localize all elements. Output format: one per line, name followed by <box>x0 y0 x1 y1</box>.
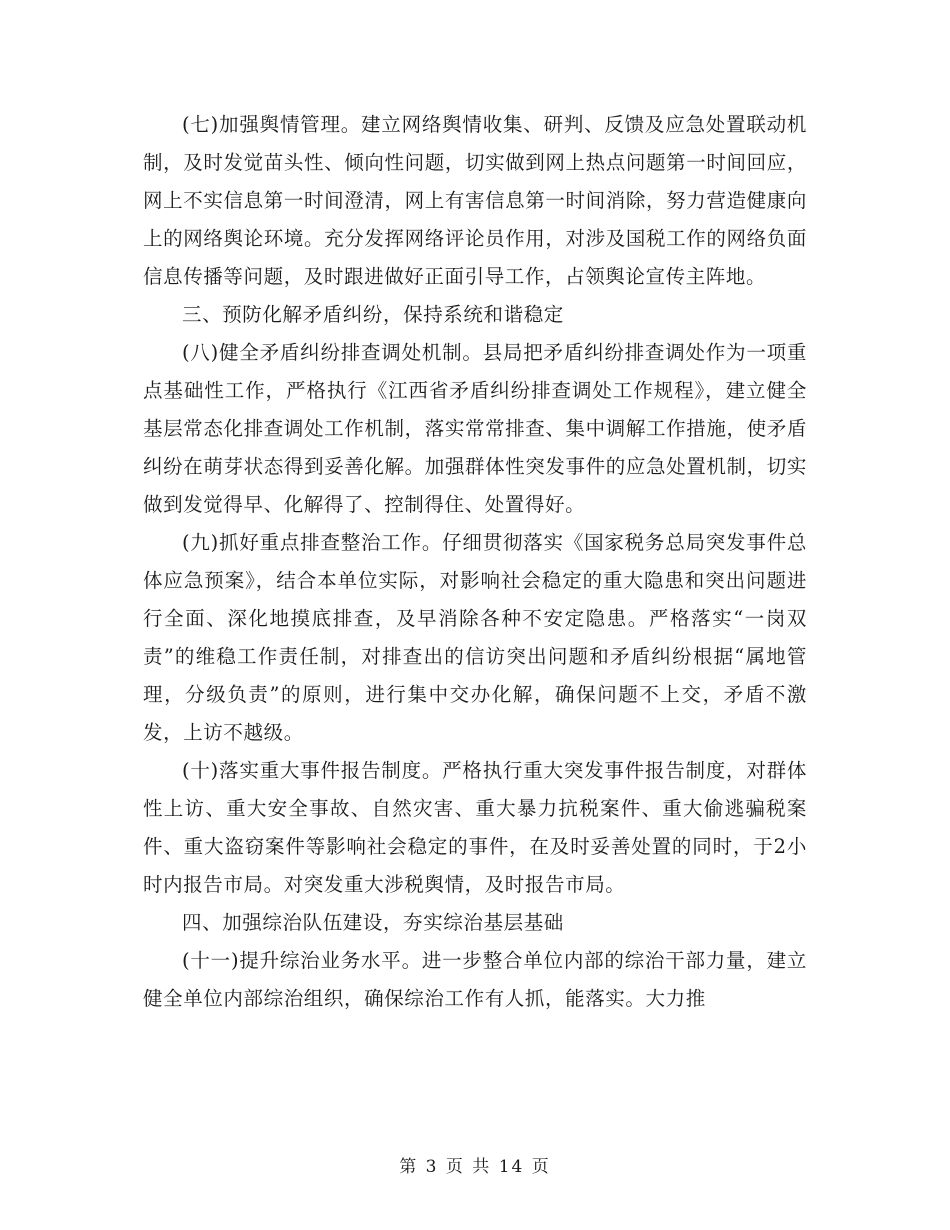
paragraph-8: (八)健全矛盾纠纷排查调处机制。县局把矛盾纠纷排查调处作为一项重点基础性工作，严格执行《江西省矛盾纠纷排查调处工作规程》，建立健全基层常态化排查调处工作机制，落实常常排查、集中调解工作措施，使矛盾纠纷在萌芽状态得到妥善化解。加强群体性突发事件的应急处置机制，切实做到发觉得早、化解得了、控制得住、处置得好。 <box>143 341 807 516</box>
paragraph-11: (十一)提升综治业务水平。进一步整合单位内部的综治干部力量，建立健全单位内部综治组织，确保综治工作有人抓，能落实。大力推 <box>143 949 807 1010</box>
paragraph-7: (七)加强舆情管理。建立网络舆情收集、研判、反馈及应急处置联动机制，及时发觉苗头性、倾向性问题，切实做到网上热点问题第一时间回应，网上不实信息第一时间澄清，网上有害信息第一时间消除，努力营造健康向上的网络舆论环境。充分发挥网络评论员作用，对涉及国税工作的网络负面信息传播等问题，及时跟进做好正面引导工作，占领舆论宣传主阵地。 <box>143 113 807 288</box>
paragraph-10: (十)落实重大事件报告制度。严格执行重大突发事件报告制度，对群体性上访、重大安全事故、自然灾害、重大暴力抗税案件、重大偷逃骗税案件、重大盗窃案件等影响社会稳定的事件，在及时妥善处置的同时，于2小时内报告市局。对突发重大涉税舆情，及时报告市局。 <box>143 759 807 896</box>
section-heading-3: 三、预防化解矛盾纠纷，保持系统和谐稳定 <box>182 303 564 326</box>
section-heading-4: 四、加强综治队伍建设，夯实综治基层基础 <box>182 911 564 934</box>
document-body <box>143 106 807 1018</box>
paragraph-9: (九)抓好重点排查整治工作。仔细贯彻落实《国家税务总局突发事件总体应急预案》，结合本单位实际，对影响社会稳定的重大隐患和突出问题进行全面、深化地摸底排查，及早消除各种不安定隐患。严格落实“一岗双责”的维稳工作责任制，对排查出的信访突出问题和矛盾纠纷根据“属地管理，分级负责”的原则，进行集中交办化解，确保问题不上交，矛盾不激发，上访不越级。 <box>143 531 807 744</box>
page-number-footer: 第 3 页 共 14 页 <box>399 1157 551 1177</box>
